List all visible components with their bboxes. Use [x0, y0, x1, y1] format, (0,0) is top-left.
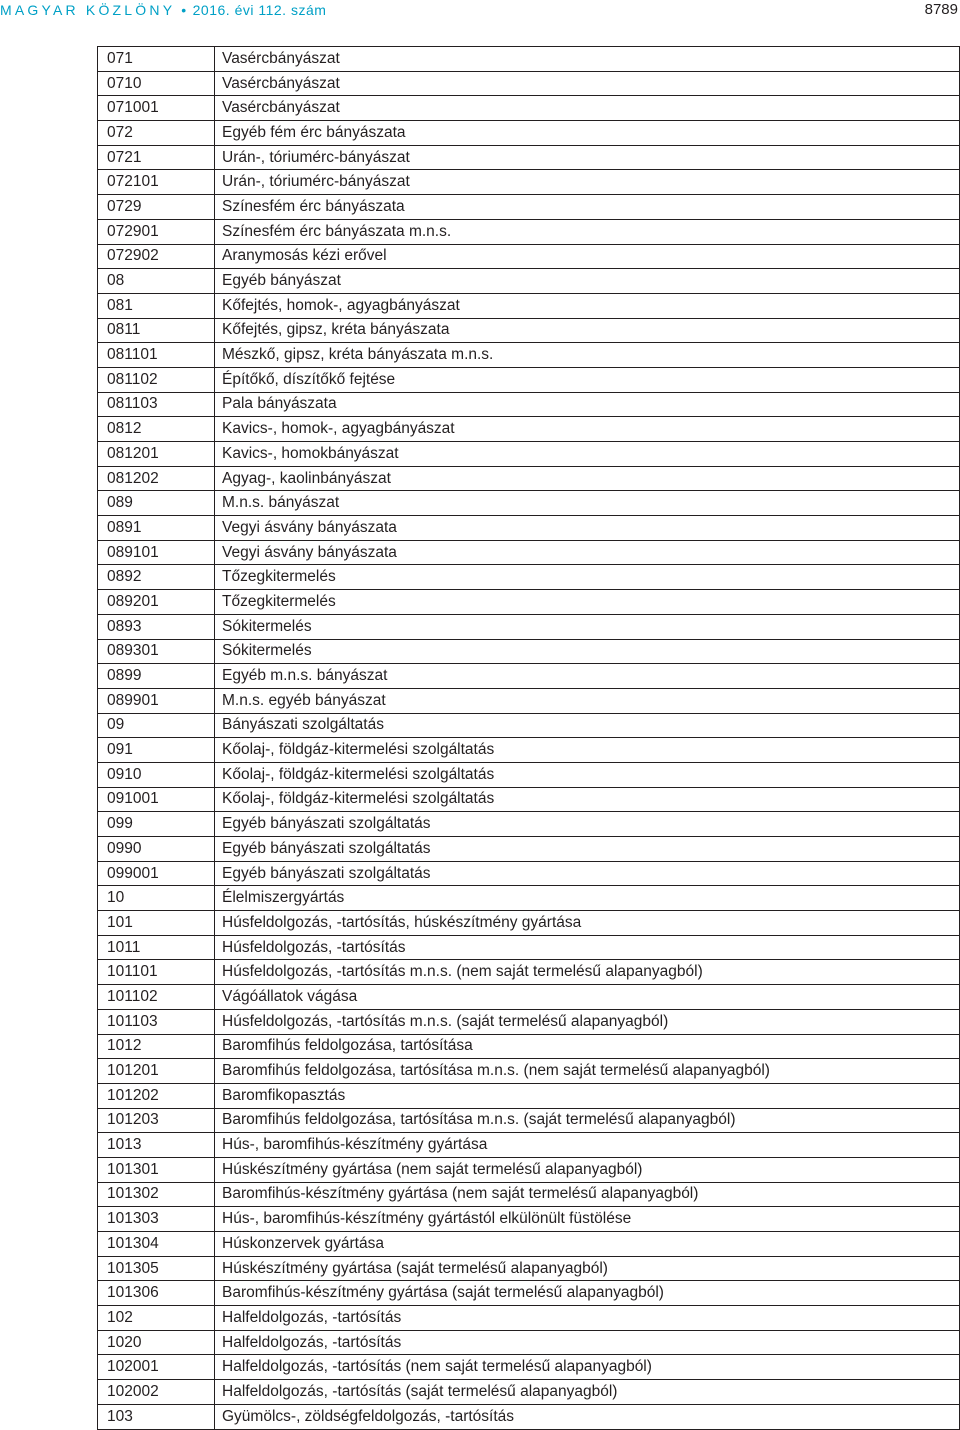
table-row — [98, 639, 960, 664]
table-row — [98, 1059, 960, 1084]
activity-code: 101203 — [98, 1108, 215, 1133]
table-row — [98, 738, 960, 763]
activity-code: 101102 — [98, 985, 215, 1010]
activity-code: 0893 — [98, 614, 215, 639]
table-row — [98, 1404, 960, 1429]
activity-code: 0729 — [98, 195, 215, 220]
activity-name: Húsfeldolgozás, -tartósítás — [215, 935, 960, 960]
activity-code: 081103 — [98, 392, 215, 417]
activity-code: 071 — [98, 47, 215, 72]
activity-code: 101304 — [98, 1232, 215, 1257]
table-row — [98, 787, 960, 812]
table-row — [98, 960, 960, 985]
activity-name: Vasércbányászat — [215, 96, 960, 121]
table-row — [98, 837, 960, 862]
activity-code: 089 — [98, 491, 215, 516]
page-header — [0, 0, 960, 24]
table-row — [98, 1157, 960, 1182]
activity-name: Élelmiszergyártás — [215, 886, 960, 911]
activity-name: Tőzegkitermelés — [215, 590, 960, 615]
activity-name: Egyéb bányászati szolgáltatás — [215, 812, 960, 837]
page-number: 8789 — [924, 1, 958, 18]
table-row — [98, 812, 960, 837]
table-row — [98, 219, 960, 244]
activity-name: Halfeldolgozás, -tartósítás (saját termelésű alapanyagból) — [215, 1380, 960, 1405]
table-row — [98, 664, 960, 689]
activity-name: Baromfihús-készítmény gyártása (saját termelésű alapanyagból) — [215, 1281, 960, 1306]
table-row — [98, 170, 960, 195]
activity-code: 102001 — [98, 1355, 215, 1380]
activity-name: Baromfikopasztás — [215, 1083, 960, 1108]
table-row — [98, 1009, 960, 1034]
table-row — [98, 516, 960, 541]
table-row — [98, 442, 960, 467]
activity-code: 0990 — [98, 837, 215, 862]
table-row — [98, 911, 960, 936]
activity-code: 0811 — [98, 318, 215, 343]
activity-code: 099 — [98, 812, 215, 837]
table-row — [98, 491, 960, 516]
activity-code: 081201 — [98, 442, 215, 467]
table-row — [98, 886, 960, 911]
activity-name: Húsfeldolgozás, -tartósítás, húskészítmény gyártása — [215, 911, 960, 936]
activity-name: M.n.s. bányászat — [215, 491, 960, 516]
activity-code: 101 — [98, 911, 215, 936]
activity-code: 1020 — [98, 1330, 215, 1355]
activity-name: Sókitermelés — [215, 614, 960, 639]
activity-code: 0899 — [98, 664, 215, 689]
activity-name: Baromfihús-készítmény gyártása (nem saját termelésű alapanyagból) — [215, 1182, 960, 1207]
activity-code: 103 — [98, 1404, 215, 1429]
table-row — [98, 96, 960, 121]
activity-code: 089101 — [98, 540, 215, 565]
activity-code: 102 — [98, 1306, 215, 1331]
activity-name: Urán-, tóriumérc-bányászat — [215, 170, 960, 195]
activity-name: Sókitermelés — [215, 639, 960, 664]
activity-name: Baromfihús feldolgozása, tartósítása — [215, 1034, 960, 1059]
activity-name: Baromfihús feldolgozása, tartósítása m.n.s. (saját termelésű alapanyagból) — [215, 1108, 960, 1133]
activity-code: 0892 — [98, 565, 215, 590]
activity-code: 072101 — [98, 170, 215, 195]
activity-code: 089901 — [98, 688, 215, 713]
table-row — [98, 1355, 960, 1380]
activity-code: 101301 — [98, 1157, 215, 1182]
activity-code: 1012 — [98, 1034, 215, 1059]
activity-name: Építőkő, díszítőkő fejtése — [215, 367, 960, 392]
table-row — [98, 195, 960, 220]
activity-name: Vegyi ásvány bányászata — [215, 516, 960, 541]
activity-code: 081202 — [98, 466, 215, 491]
activity-name: Mészkő, gipsz, kréta bányászata m.n.s. — [215, 343, 960, 368]
table-row — [98, 1380, 960, 1405]
activity-name: Halfeldolgozás, -tartósítás — [215, 1306, 960, 1331]
table-row — [98, 688, 960, 713]
activity-name: Húskonzervek gyártása — [215, 1232, 960, 1257]
activity-name: Kavics-, homok-, agyagbányászat — [215, 417, 960, 442]
activity-name: Pala bányászata — [215, 392, 960, 417]
activity-name: Agyag-, kaolinbányászat — [215, 466, 960, 491]
activity-name: Halfeldolgozás, -tartósítás — [215, 1330, 960, 1355]
activity-name: Bányászati szolgáltatás — [215, 713, 960, 738]
activity-code: 081102 — [98, 367, 215, 392]
activity-name: Kőolaj-, földgáz-kitermelési szolgáltatás — [215, 787, 960, 812]
activity-name: Húsfeldolgozás, -tartósítás m.n.s. (saját termelésű alapanyagból) — [215, 1009, 960, 1034]
activity-name: Kőfejtés, homok-, agyagbányászat — [215, 293, 960, 318]
table-row — [98, 540, 960, 565]
activity-code: 1011 — [98, 935, 215, 960]
activity-name: Egyéb bányászati szolgáltatás — [215, 837, 960, 862]
issue-label: 2016. évi 112. szám — [192, 2, 327, 18]
table-row — [98, 1034, 960, 1059]
table-row — [98, 985, 960, 1010]
activity-code: 091001 — [98, 787, 215, 812]
activity-name: Kőolaj-, földgáz-kitermelési szolgáltatás — [215, 762, 960, 787]
table-row — [98, 1330, 960, 1355]
activity-name: Vegyi ásvány bányászata — [215, 540, 960, 565]
table-row — [98, 367, 960, 392]
table-row — [98, 293, 960, 318]
activity-name: Húskészítmény gyártása (nem saját termelésű alapanyagból) — [215, 1157, 960, 1182]
publication-title: MAGYAR KÖZLÖNY — [0, 2, 176, 18]
activity-code: 071001 — [98, 96, 215, 121]
activity-name: Baromfihús feldolgozása, tartósítása m.n.s. (nem saját termelésű alapanyagból) — [215, 1059, 960, 1084]
activity-name: Színesfém érc bányászata — [215, 195, 960, 220]
header-separator: • — [181, 2, 187, 18]
table-row — [98, 1306, 960, 1331]
activity-code: 089301 — [98, 639, 215, 664]
activity-code-table — [97, 46, 960, 1430]
table-row — [98, 1232, 960, 1257]
table-row — [98, 417, 960, 442]
activity-code: 101306 — [98, 1281, 215, 1306]
activity-code: 099001 — [98, 861, 215, 886]
running-head — [0, 0, 326, 20]
activity-name: Gyümölcs-, zöldségfeldolgozás, -tartósítás — [215, 1404, 960, 1429]
activity-code: 101202 — [98, 1083, 215, 1108]
table-row — [98, 762, 960, 787]
activity-code: 0891 — [98, 516, 215, 541]
activity-code: 089201 — [98, 590, 215, 615]
table-row — [98, 145, 960, 170]
table-row — [98, 466, 960, 491]
activity-name: Színesfém érc bányászata m.n.s. — [215, 219, 960, 244]
activity-name: Hús-, baromfihús-készítmény gyártástól elkülönült füstölése — [215, 1207, 960, 1232]
table-row — [98, 614, 960, 639]
activity-code: 101101 — [98, 960, 215, 985]
activity-code: 09 — [98, 713, 215, 738]
table-row — [98, 1108, 960, 1133]
table-row — [98, 1083, 960, 1108]
activity-name: Kőolaj-, földgáz-kitermelési szolgáltatás — [215, 738, 960, 763]
activity-code: 072901 — [98, 219, 215, 244]
activity-name: Kavics-, homokbányászat — [215, 442, 960, 467]
activity-code: 0812 — [98, 417, 215, 442]
table-row — [98, 565, 960, 590]
activity-name: Húsfeldolgozás, -tartósítás m.n.s. (nem saját termelésű alapanyagból) — [215, 960, 960, 985]
activity-name: Egyéb fém érc bányászata — [215, 121, 960, 146]
activity-name: Vágóállatok vágása — [215, 985, 960, 1010]
activity-name: Tőzegkitermelés — [215, 565, 960, 590]
activity-code: 0710 — [98, 71, 215, 96]
activity-name: Urán-, tóriumérc-bányászat — [215, 145, 960, 170]
activity-name: Halfeldolgozás, -tartósítás (nem saját termelésű alapanyagból) — [215, 1355, 960, 1380]
activity-name: Egyéb bányászat — [215, 269, 960, 294]
activity-code: 08 — [98, 269, 215, 294]
table-row — [98, 1256, 960, 1281]
activity-code: 101103 — [98, 1009, 215, 1034]
activity-code: 091 — [98, 738, 215, 763]
activity-name: Egyéb m.n.s. bányászat — [215, 664, 960, 689]
table-row — [98, 861, 960, 886]
activity-name: Egyéb bányászati szolgáltatás — [215, 861, 960, 886]
activity-code: 072 — [98, 121, 215, 146]
activity-code: 101201 — [98, 1059, 215, 1084]
activity-code: 0910 — [98, 762, 215, 787]
table-row — [98, 590, 960, 615]
activity-code: 1013 — [98, 1133, 215, 1158]
table-row — [98, 713, 960, 738]
activity-code: 101305 — [98, 1256, 215, 1281]
table-row — [98, 318, 960, 343]
activity-code: 072902 — [98, 244, 215, 269]
activity-name: Vasércbányászat — [215, 47, 960, 72]
activity-code: 081 — [98, 293, 215, 318]
table-row — [98, 935, 960, 960]
activity-code: 102002 — [98, 1380, 215, 1405]
table-row — [98, 244, 960, 269]
table-row — [98, 1281, 960, 1306]
activity-name: Hús-, baromfihús-készítmény gyártása — [215, 1133, 960, 1158]
table-row — [98, 121, 960, 146]
activity-name: Aranymosás kézi erővel — [215, 244, 960, 269]
table-row — [98, 71, 960, 96]
table-row — [98, 47, 960, 72]
table-row — [98, 1133, 960, 1158]
activity-code: 10 — [98, 886, 215, 911]
activity-code: 101302 — [98, 1182, 215, 1207]
activity-name: Húskészítmény gyártása (saját termelésű alapanyagból) — [215, 1256, 960, 1281]
activity-code: 081101 — [98, 343, 215, 368]
activity-code: 0721 — [98, 145, 215, 170]
table-row — [98, 1182, 960, 1207]
activity-code: 101303 — [98, 1207, 215, 1232]
activity-name: M.n.s. egyéb bányászat — [215, 688, 960, 713]
table-row — [98, 1207, 960, 1232]
activity-name: Vasércbányászat — [215, 71, 960, 96]
table-row — [98, 343, 960, 368]
activity-name: Kőfejtés, gipsz, kréta bányászata — [215, 318, 960, 343]
activity-code-rows — [98, 47, 960, 1430]
table-row — [98, 269, 960, 294]
table-row — [98, 392, 960, 417]
